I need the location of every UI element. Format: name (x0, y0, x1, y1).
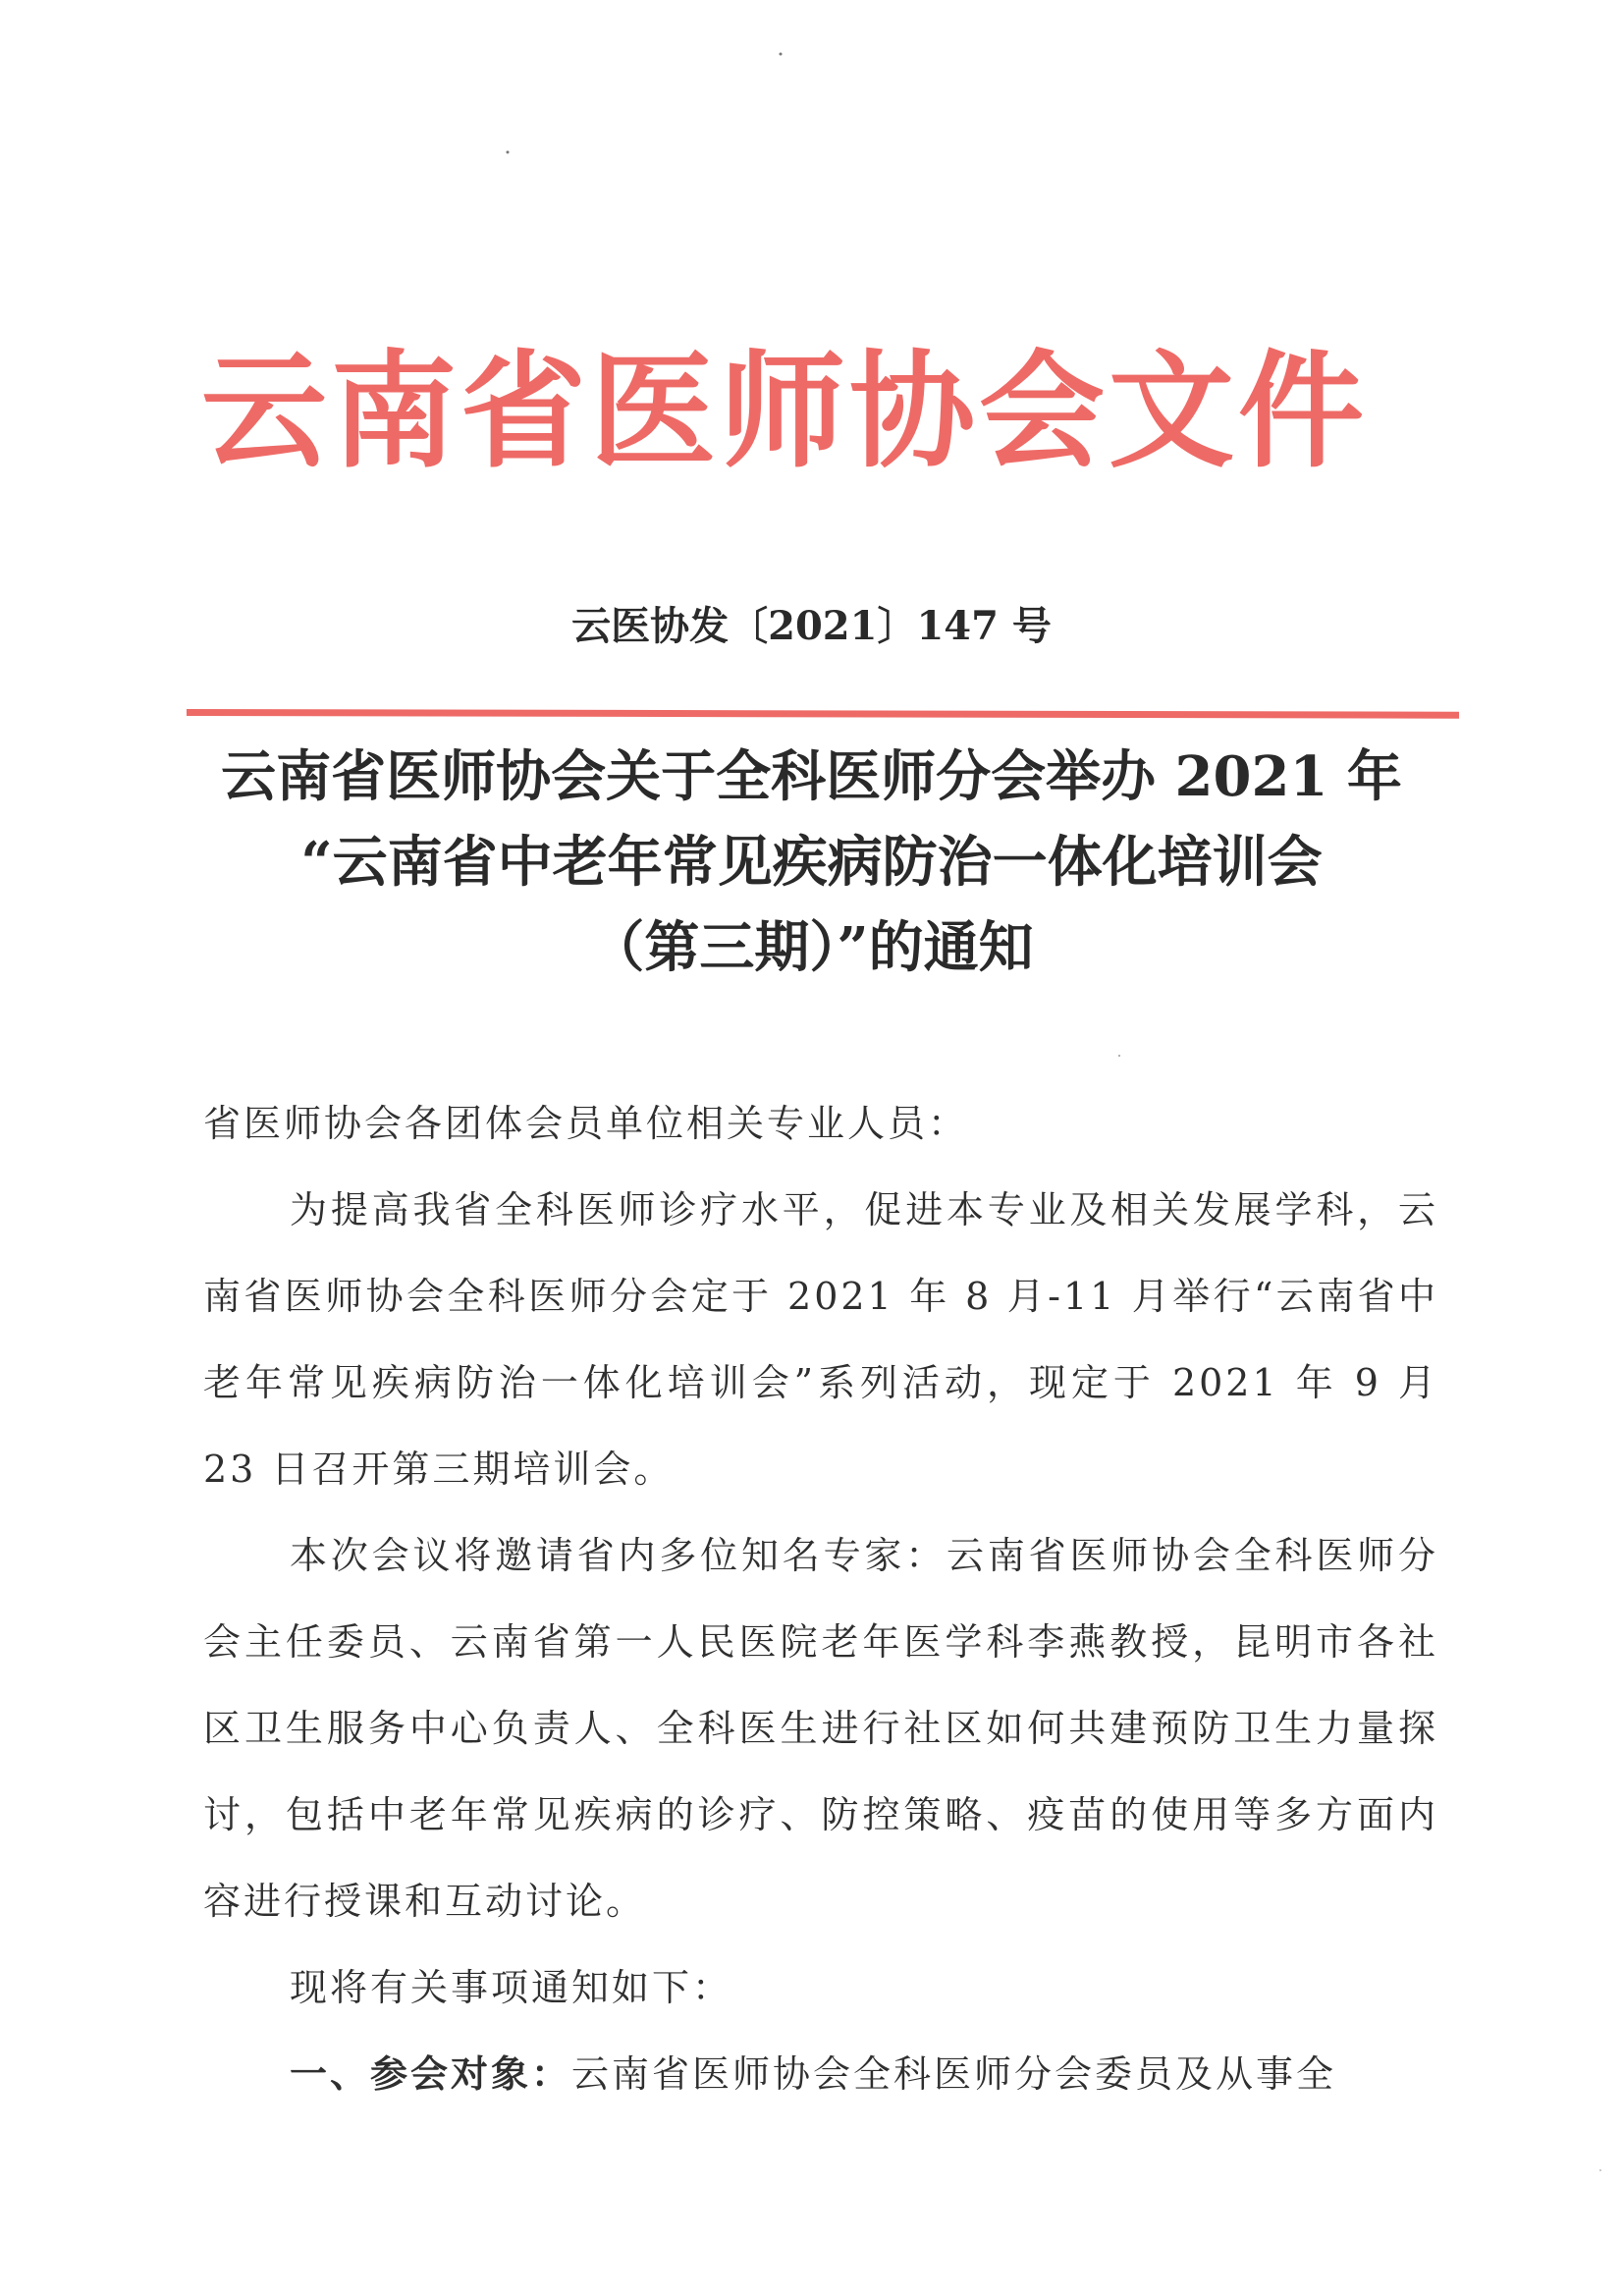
paragraph-intro-items: 现将有关事项通知如下： (290, 1966, 733, 2009)
salutation: 省医师协会各团体会员单位相关专业人员： (203, 1102, 969, 1145)
notice-title-line-2: “云南省中老年常见疾病防治一体化培训会 (300, 830, 1323, 895)
document-number: 云医协发〔2021〕147 号 (571, 603, 1052, 649)
paragraph-purpose: 为提高我省全科医师诊疗水平，促进本专业及相关发展学科，云南省医师协会全科医师分会定于 2021 年 8 月-11 月举行“云南省中老年常见疾病防治一体化培训会”系列活动，现定于 2021 年 9 月 23 日召开第三期培训会。 (203, 1188, 1438, 1491)
paragraph-speakers: 本次会议将邀请省内多位知名专家：云南省医师协会全科医师分会主任委员、云南省第一人民医院老年医学科李燕教授，昆明市各社区卫生服务中心负责人、全科医生进行社区如何共建预防卫生力量探讨，包括中老年常见疾病的诊疗、防控策略、疫苗的使用等多方面内容进行授课和互动讨论。 (203, 1534, 1438, 1923)
item-attendees (203, 2031, 1438, 2117)
red-divider-line (187, 709, 1459, 719)
item-attendees-text: 云南省医师协会全科医师分会委员及从事全 (571, 2052, 1337, 2096)
notice-title (147, 735, 1476, 991)
notice-body (203, 1080, 1438, 2117)
masthead-title: 云南省医师协会文件 (201, 339, 1369, 485)
notice-title-line-1: 云南省医师协会关于全科医师分会举办 2021 年 (221, 744, 1402, 809)
item-attendees-label: 一、参会对象： (290, 2051, 572, 2096)
notice-title-line-3: （第三期）”的通知 (589, 915, 1034, 980)
